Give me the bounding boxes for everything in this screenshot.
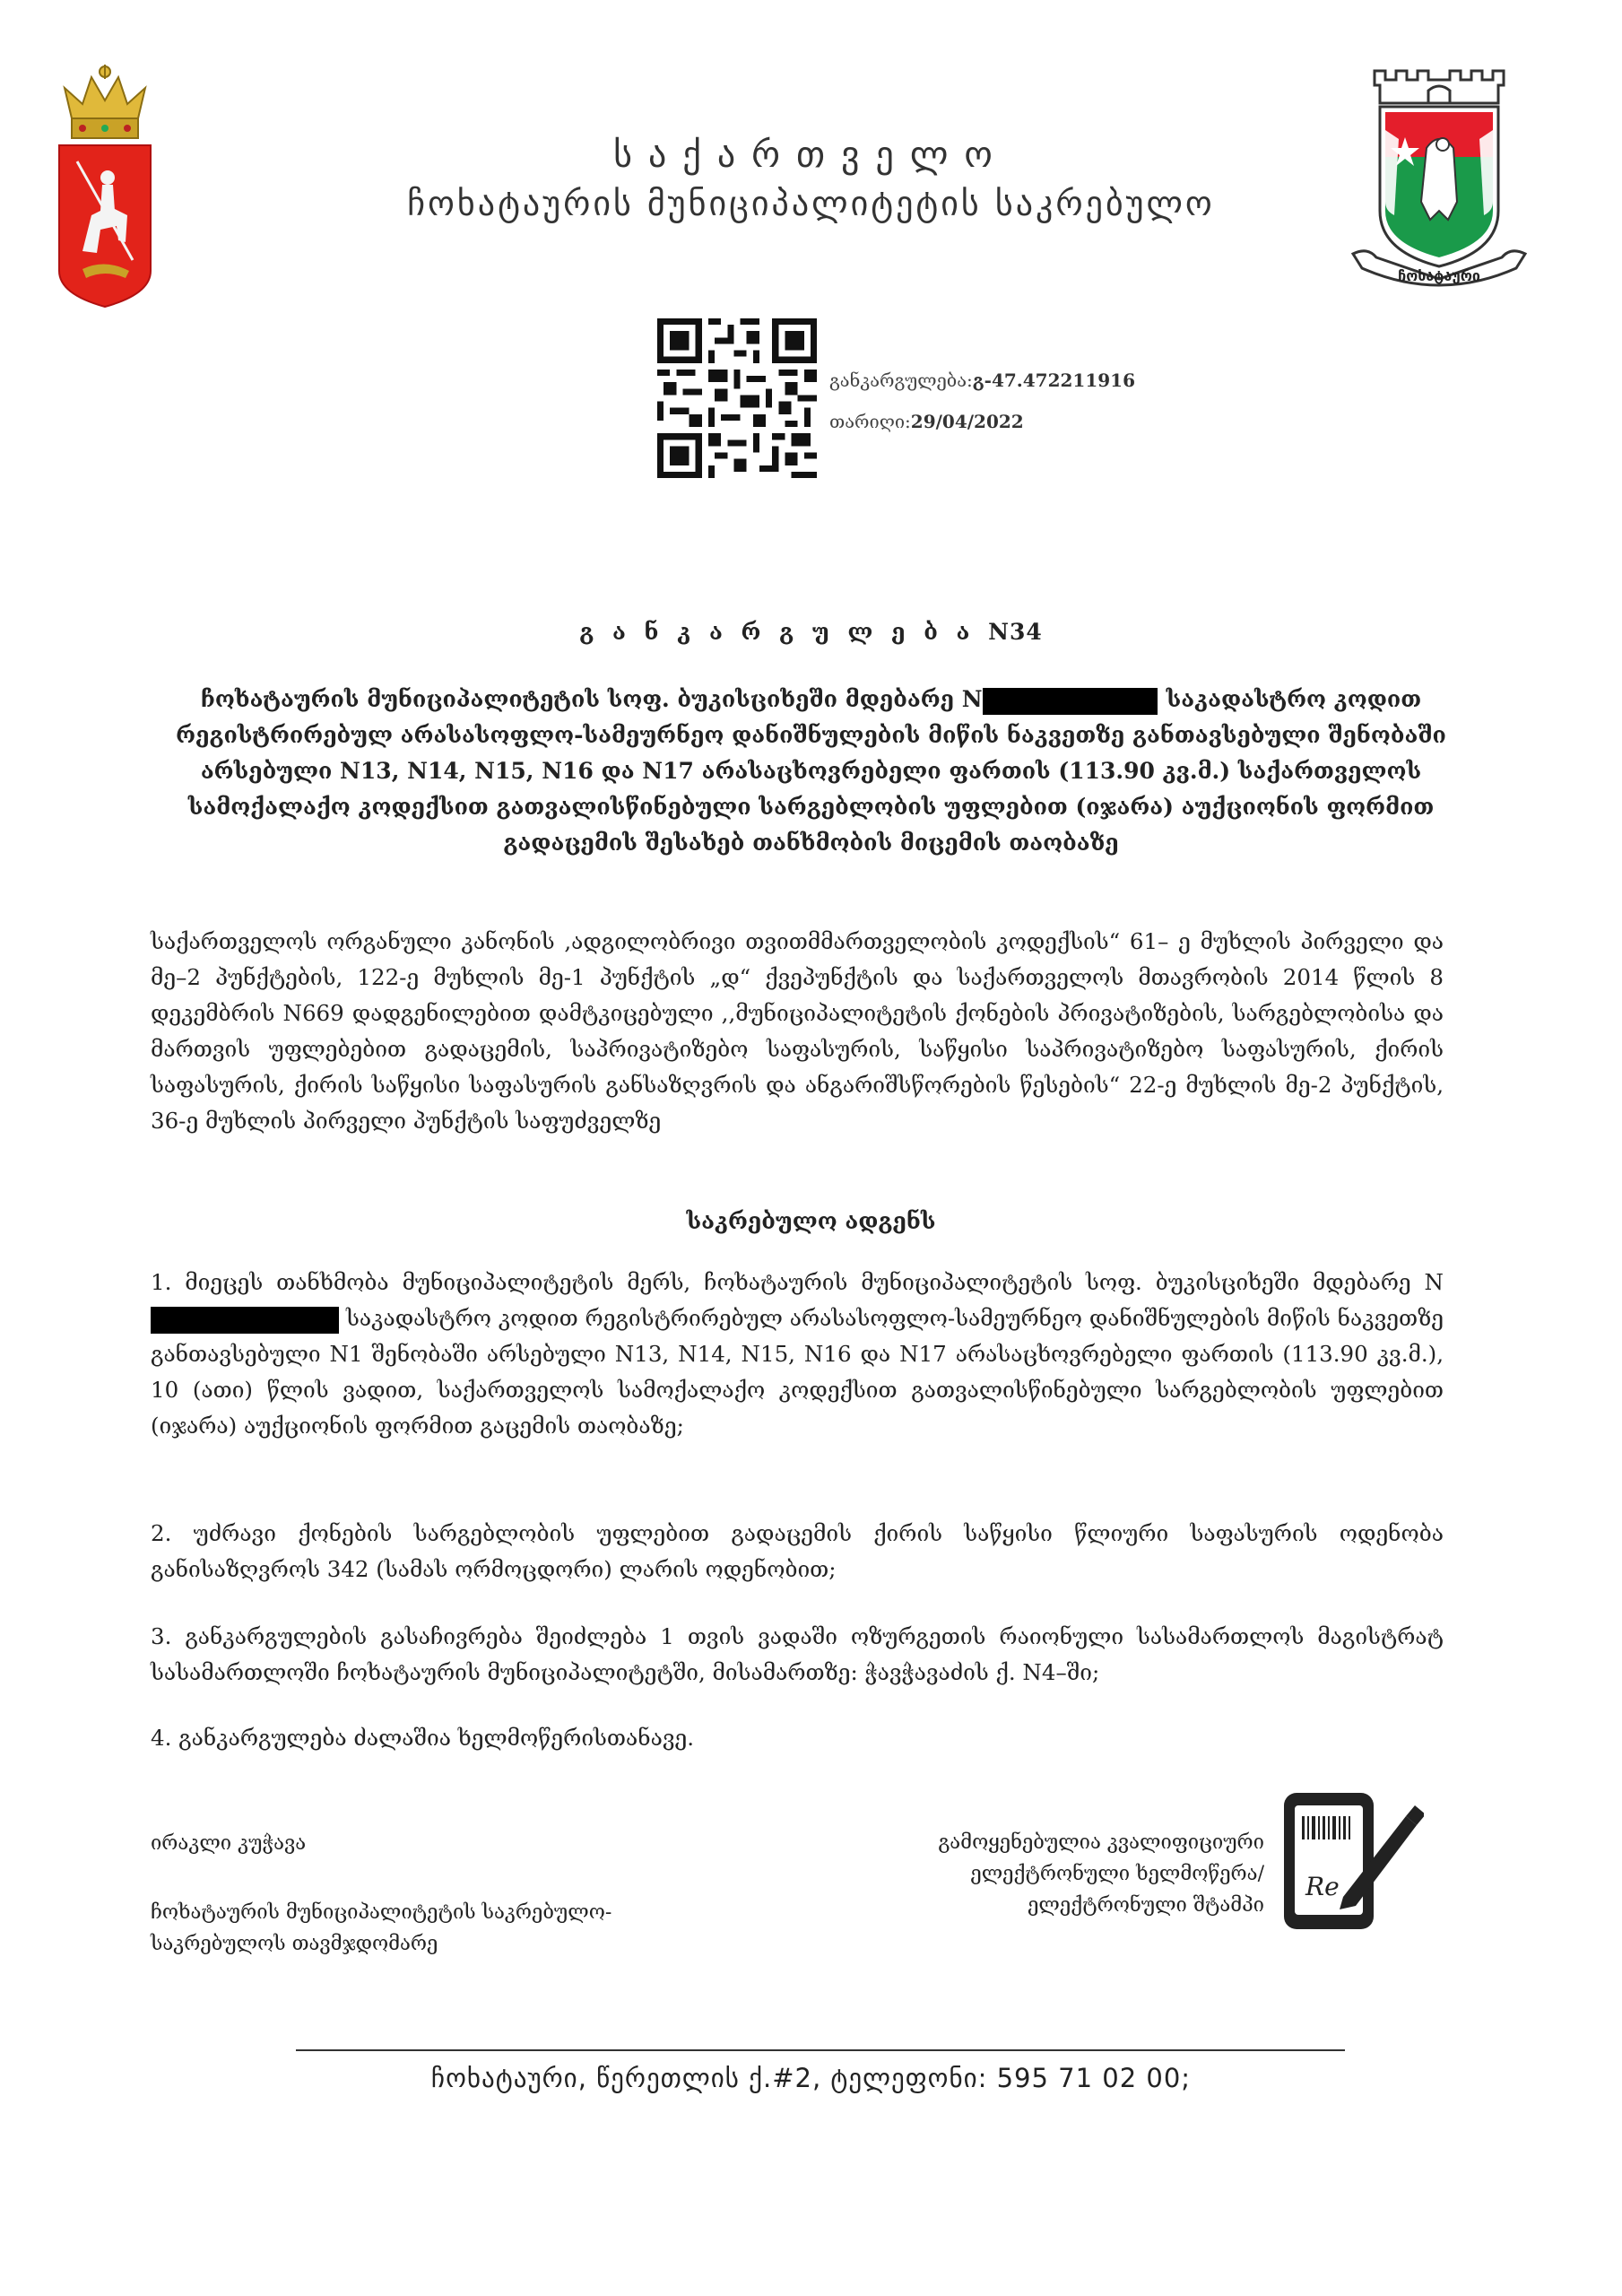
esig-line-3: ელექტრონული შტამპი [1028,1894,1264,1917]
emblem-banner-text: ჩოხატაური [1398,267,1480,284]
svg-text:Re: Re [1305,1872,1340,1901]
redacted-cadastral-code [151,1307,339,1334]
signer-name: ირაკლი კუჭავა [151,1832,307,1855]
electronic-signature-note [807,1827,1264,1921]
footer-address: ჩოხატაური, წერეთლის ქ.#2, ტელეფონი: 595 71 02 00; [430,2063,1192,2093]
decision-item-2: 2. უძრავი ქონების სარგებლობის უფლებით გადაცემის ქირის საწყისი წლიური საფასურის ოდენობა განისაზღვროს 342 (სამას ორმოცდორი) ლარის ოდენობით; [151,1520,1444,1582]
title-word: გ ა ნ კ ა რ გ უ ლ ე ბ ა [579,619,976,645]
item1-part-2: საკადასტრო კოდით რეგისტრირებულ არასასოფლო-სამეურნეო დანიშნულების მიწის ნაკვეთზე განთავსებული N1 შენობაში არსებული N13, N14, N15, N16 და N17 არასაცხოვრებელი ფართის (113.90 კვ.მ.), 10 (ათი) წლის ვადით, საქართველოს სამოქალაქო კოდექსით გათვალისწინებული სარგებლობის უფლებით (იჯარა) აუქციონის ფორმით გაცემის თაობაზე; [151,1305,1444,1439]
order-number-label: განკარგულება: [829,370,973,391]
legal-basis-paragraph: საქართველოს ორგანული კანონის ,ადგილობრივი თვითმმართველობის კოდექსის“ 61– ე მუხლის პირველი და მე–2 პუნქტების, 122-ე მუხლის მე-1 პუნქტის „დ“ ქვეპუნქტის და საქართველოს მთავრობის 2014 წლის 8 დეკემბრის N669 დადგენილებით დამტკიცებული ,,მუნიციპალიტეტის ქონების პრივატიზების, სარგებლობისა და მართვის უფლებებით გადაცემის, საპრივატიზებო საფასურის, საწყისი საპრივატიზებო საფასურის, ქირის საფასურის, ქირის საწყისი საფასურის განსაზღვრის და ანგარიშსწორების წესების“ 22-ე მუხლის მე-2 პუნქტის, 36-ე მუხლის პირველი პუნქტის საფუძველზე [151,928,1444,1134]
esig-line-1: გამოყენებულია კვალიფიციური [938,1831,1264,1854]
document-title [0,619,1622,645]
council-title: ჩოხატაურის მუნიციპალიტეტის საკრებულო [407,184,1215,223]
signer-title [151,1897,612,1960]
signer-title-line-1: ჩოხატაურის მუნიციპალიტეტის საკრებულო- [151,1901,612,1924]
footer-divider [296,2049,1345,2051]
signer-title-line-2: საკრებულოს თავმჯდომარე [151,1933,438,1955]
subject-part-2: საკადასტრო კოდით რეგისტრირებულ არასასოფლო-სამეურნეო დანიშნულების მიწის ნაკვეთზე განთავსებული შენობაში არსებული N13, N14, N15, N16 და N17 არასაცხოვრებელი ფართის (113.90 კვ.მ.) საქართველოს სამოქალაქო კოდექსით გათვალისწინებული სარგებლობის უფლებით (იჯარა) აუქციონის ფორმით გადაცემის შესახებ თანხმობის მიცემის თაობაზე [176,686,1446,856]
item1-part-1: 1. მიეცეს თანხმობა მუნიციპალიტეტის მერს, ჩოხატაურის მუნიციპალიტეტის სოფ. ბუკისციხეში მდებარე N [151,1269,1444,1295]
qr-code-icon [657,318,817,478]
redacted-cadastral-code [983,688,1158,715]
decision-item-4: 4. განკარგულება ძალაშია ხელმოწერისთანავე. [151,1725,695,1751]
date-label: თარიღი: [829,411,911,432]
title-number: N34 [988,619,1043,645]
council-decides-heading: საკრებულო ადგენს [686,1208,936,1234]
decision-item-1 [151,1265,1444,1444]
country-title: საქართველო [613,135,1009,176]
esig-line-2: ელექტრონული ხელმოწერა/ [970,1863,1264,1885]
electronic-signature-icon [1280,1789,1424,1933]
subject-part-1: ჩოხატაურის მუნიციპალიტეტის სოფ. ბუკისციხეში მდებარე N [200,686,983,712]
order-number-line [829,370,1135,391]
date-line [829,411,1024,432]
document-subject [161,682,1461,861]
order-number: გ-47.472211916 [972,370,1135,391]
date-value: 29/04/2022 [910,411,1024,432]
decision-item-3: 3. განკარგულების გასაჩივრება შეიძლება 1 თვის ვადაში ოზურგეთის რაიონული სასამართლოს მაგისტრატ სასამართლოში ჩოხატაურის მუნიციპალიტეტში, მისამართზე: ჭავჭავაძის ქ. N4–ში; [151,1623,1444,1685]
